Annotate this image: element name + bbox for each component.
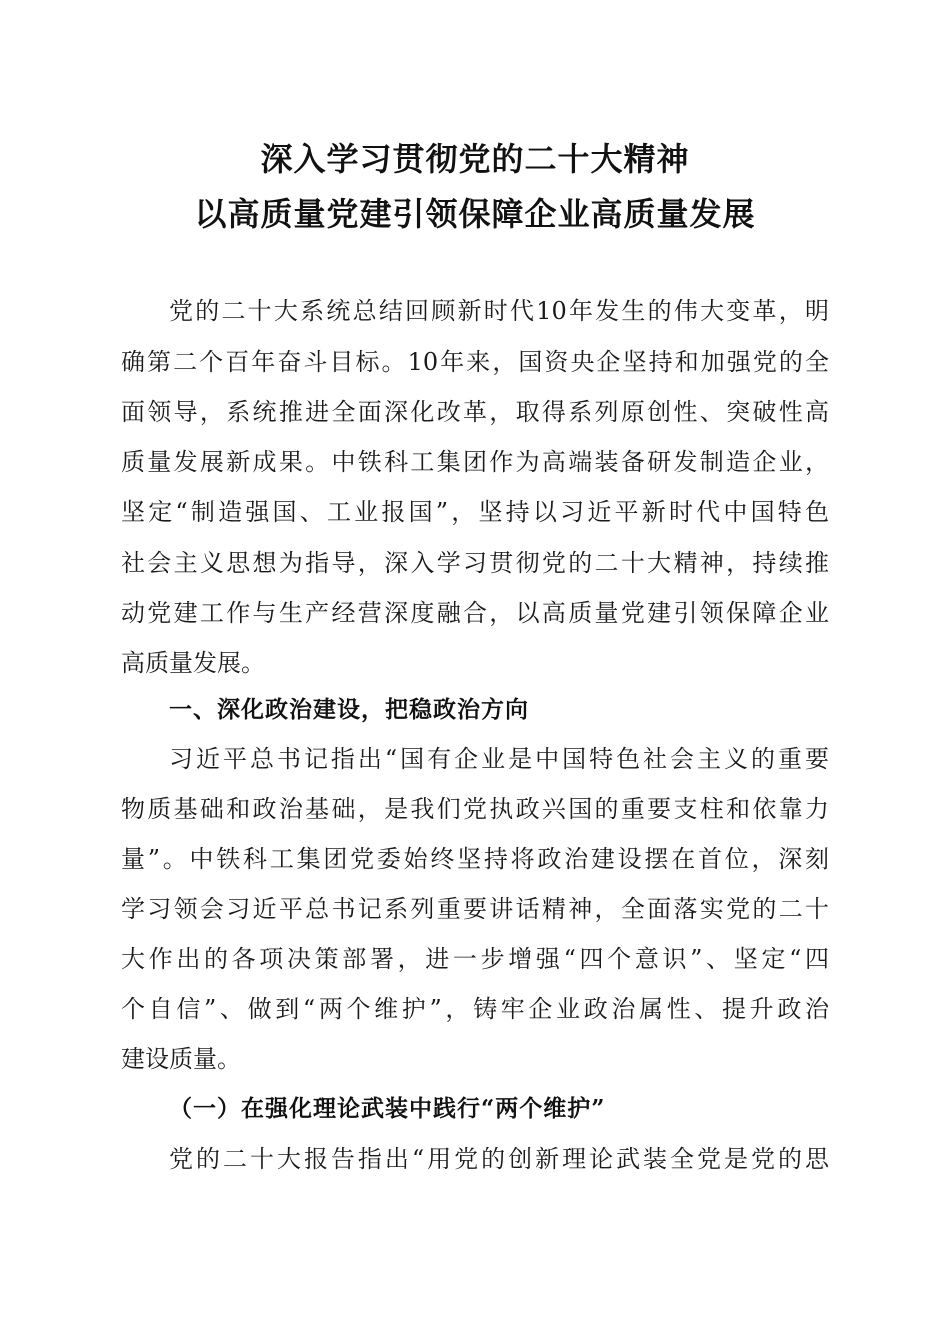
intro-paragraph-line: 动党建工作与生产经营深度融合，以高质量党建引领保障企业: [121, 599, 829, 627]
section-paragraph-line: 量”。中铁科工集团党委始终坚持将政治建设摆在首位，深刻: [121, 845, 829, 873]
intro-paragraph-line: 党的二十大系统总结回顾新时代10年发生的伟大变革，明: [169, 297, 829, 325]
subsection-heading: （一）在强化理论武装中践行“两个维护”: [169, 1095, 606, 1122]
section-paragraph-line: 大作出的各项决策部署，进一步增强“四个意识”、坚定“四: [121, 945, 829, 973]
section-paragraph-line: 物质基础和政治基础，是我们党执政兴国的重要支柱和依靠力: [121, 795, 829, 823]
intro-paragraph-line: 确第二个百年奋斗目标。10年来，国资央企坚持和加强党的全: [121, 348, 829, 376]
intro-paragraph-line: 面领导，系统推进全面深化改革，取得系列原创性、突破性高: [121, 398, 829, 426]
section-paragraph-line: 个自信”、做到“两个维护”，铸牢企业政治属性、提升政治: [121, 995, 829, 1023]
section-paragraph-line: 习近平总书记指出“国有企业是中国特色社会主义的重要: [169, 745, 829, 773]
intro-paragraph-line: 高质量发展。: [121, 649, 265, 677]
intro-paragraph-line: 质量发展新成果。中铁科工集团作为高端装备研发制造企业，: [121, 448, 829, 476]
intro-paragraph-line: 坚定“制造强国、工业报国”，坚持以习近平新时代中国特色: [121, 498, 829, 526]
intro-paragraph-line: 社会主义思想为指导，深入学习贯彻党的二十大精神，持续推: [121, 549, 829, 577]
subsection-paragraph-line: 党的二十大报告指出“用党的创新理论武装全党是党的思: [169, 1145, 829, 1173]
section-paragraph-line: 学习领会习近平总书记系列重要讲话精神，全面落实党的二十: [121, 895, 829, 923]
section-heading: 一、深化政治建设，把稳政治方向: [169, 697, 529, 723]
section-paragraph-line: 建设质量。: [121, 1045, 241, 1073]
document-title-line-1: 深入学习贯彻党的二十大精神: [260, 140, 690, 178]
document-title-line-2: 以高质量党建引领保障企业高质量发展: [194, 195, 756, 233]
